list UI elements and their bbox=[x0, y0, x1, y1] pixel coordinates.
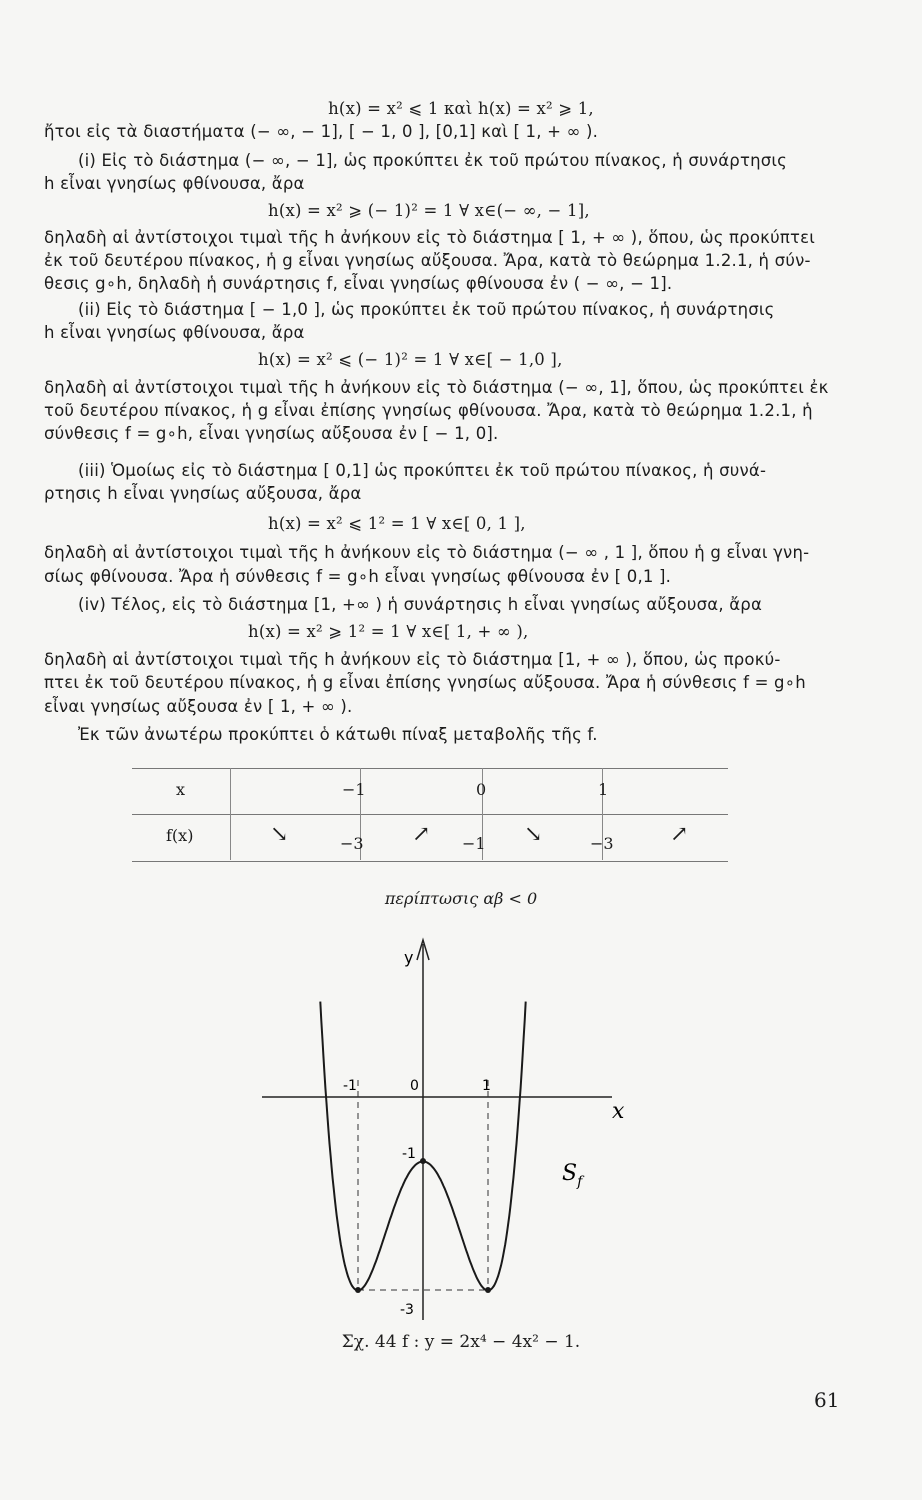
text-line-24: εἶναι γνησίως αὔξουσα ἐν [ 1, + ∞ ). bbox=[44, 697, 353, 716]
text-line-19: σίως φθίνουσα. Ἄρα ἡ σύνθεσις f = g∘h εἶναι γνησίως φθίνουσα ἐν [ 0,1 ]. bbox=[44, 567, 672, 586]
text-line-1: h(x) = x² ⩽ 1 καὶ h(x) = x² ⩾ 1, bbox=[328, 99, 594, 118]
y-axis-label: y bbox=[404, 948, 414, 967]
text-line-20: (iv) Τέλος, εἰς τὸ διάστημα [1, +∞ ) ἡ συνάρτησις h εἶναι γνησίως αὔξουσα, ἄρα bbox=[78, 595, 763, 614]
increasing-arrow-icon: ↗ bbox=[670, 822, 689, 847]
increasing-arrow-icon: ↗ bbox=[412, 822, 431, 847]
table-x-value: −1 bbox=[342, 780, 366, 799]
decreasing-arrow-icon: ↘ bbox=[524, 822, 543, 847]
minimum-point bbox=[355, 1287, 361, 1293]
text-line-8: θεσις g∘h, δηλαδὴ ἡ συνάρτησις f, εἶναι γνησίως φθίνουσα ἐν ( − ∞, − 1]. bbox=[44, 274, 673, 293]
text-line-21: h(x) = x² ⩾ 1² = 1 ∀ x∈[ 1, + ∞ ), bbox=[248, 622, 529, 641]
table-f-value: −1 bbox=[462, 834, 486, 853]
text-line-22: δηλαδὴ αἱ ἀντίστοιχοι τιμαὶ τῆς h ἀνήκουν εἰς τὸ διάστημα [1, + ∞ ), ὅπου, ὡς προκύ- bbox=[44, 650, 781, 669]
page-number: 61 bbox=[814, 1388, 840, 1412]
curve-label: $S_f$ bbox=[562, 1161, 583, 1190]
table-x-value: 1 bbox=[598, 780, 609, 799]
text-line-4: h εἶναι γνησίως φθίνουσα, ἄρα bbox=[44, 174, 305, 193]
minimum-point bbox=[485, 1287, 491, 1293]
table-f-value: −3 bbox=[590, 834, 614, 853]
text-line-11: h(x) = x² ⩽ (− 1)² = 1 ∀ x∈[ − 1,0 ], bbox=[258, 350, 563, 369]
tick-label: -1 bbox=[343, 1078, 357, 1094]
text-line-23: πτει ἐκ τοῦ δευτέρου πίνακος, ἡ g εἶναι ἐπίσης γνησίως αὔξουσα. Ἄρα ἡ σύνθεσις f = g∘h bbox=[44, 673, 806, 692]
decreasing-arrow-icon: ↘ bbox=[270, 822, 289, 847]
table-x-value: 0 bbox=[476, 780, 487, 799]
text-line-3: (i) Εἰς τὸ διάστημα (− ∞, − 1], ὡς προκύπτει ἐκ τοῦ πρώτου πίνακος, ἡ συνάρτησις bbox=[78, 151, 788, 170]
text-line-17: h(x) = x² ⩽ 1² = 1 ∀ x∈[ 0, 1 ], bbox=[268, 514, 526, 533]
text-line-6: δηλαδὴ αἱ ἀντίστοιχοι τιμαὶ τῆς h ἀνήκουν εἰς τὸ διάστημα [ 1, + ∞ ), ὅπου, ὡς προκύπτει bbox=[44, 228, 815, 247]
figure-subcaption: περίπτωσις αβ < 0 bbox=[384, 889, 538, 908]
text-line-9: (ii) Εἰς τὸ διάστημα [ − 1,0 ], ὡς προκύπτει ἐκ τοῦ πρώτου πίνακος, ἡ συνάρτησις bbox=[78, 300, 775, 319]
text-line-14: σύνθεσις f = g∘h, εἶναι γνησίως αὔξουσα ἐν [ − 1, 0]. bbox=[44, 424, 499, 443]
table-header-x: x bbox=[176, 780, 186, 799]
text-line-13: τοῦ δευτέρου πίνακος, ἡ g εἶναι ἐπίσης γνησίως φθίνουσα. Ἄρα, κατὰ τὸ θεώρημα 1.2.1, ἡ bbox=[44, 401, 813, 420]
figure-caption: Σχ. 44 f : y = 2x⁴ − 4x² − 1. bbox=[341, 1332, 581, 1352]
text-line-5: h(x) = x² ⩾ (− 1)² = 1 ∀ x∈(− ∞, − 1], bbox=[268, 201, 590, 220]
text-line-10: h εἶναι γνησίως φθίνουσα, ἄρα bbox=[44, 323, 305, 342]
tick-label: 0 bbox=[410, 1078, 419, 1094]
text-line-25: Ἐκ τῶν ἀνωτέρω προκύπτει ὁ κάτωθι πίναξ μεταβολῆς τῆς f. bbox=[78, 725, 598, 744]
table-header-fx: f(x) bbox=[166, 826, 194, 845]
text-line-2: ἤτοι εἰς τὰ διαστήματα (− ∞, − 1], [ − 1, 0 ], [0,1] καὶ [ 1, + ∞ ). bbox=[44, 122, 599, 141]
text-line-15: (iii) Ὁμοίως εἰς τὸ διάστημα [ 0,1] ὡς προκύπτει ἐκ τοῦ πρώτου πίνακος, ἡ συνά- bbox=[78, 461, 767, 480]
table-f-value: −3 bbox=[340, 834, 364, 853]
point-label: -3 bbox=[400, 1302, 414, 1318]
x-axis-label: x bbox=[612, 1099, 625, 1124]
text-line-7: ἐκ τοῦ δευτέρου πίνακος, ἡ g εἶναι γνησίως αὔξουσα. Ἄρα, κατὰ τὸ θεώρημα 1.2.1, ἡ σύν- bbox=[44, 251, 811, 270]
point-label: -1 bbox=[402, 1146, 416, 1162]
local-maximum-point bbox=[420, 1158, 426, 1164]
text-line-12: δηλαδὴ αἱ ἀντίστοιχοι τιμαὶ τῆς h ἀνήκουν εἰς τὸ διάστημα (− ∞, 1], ὅπου, ὡς προκύπτει ἐκ bbox=[44, 378, 829, 397]
text-line-16: ρτησις h εἶναι γνησίως αὔξουσα, ἄρα bbox=[44, 484, 362, 503]
tick-label: 1 bbox=[482, 1078, 491, 1094]
text-line-18: δηλαδὴ αἱ ἀντίστοιχοι τιμαὶ τῆς h ἀνήκουν εἰς τὸ διάστημα (− ∞ , 1 ], ὅπου ἡ g εἶναι γνη- bbox=[44, 543, 810, 562]
